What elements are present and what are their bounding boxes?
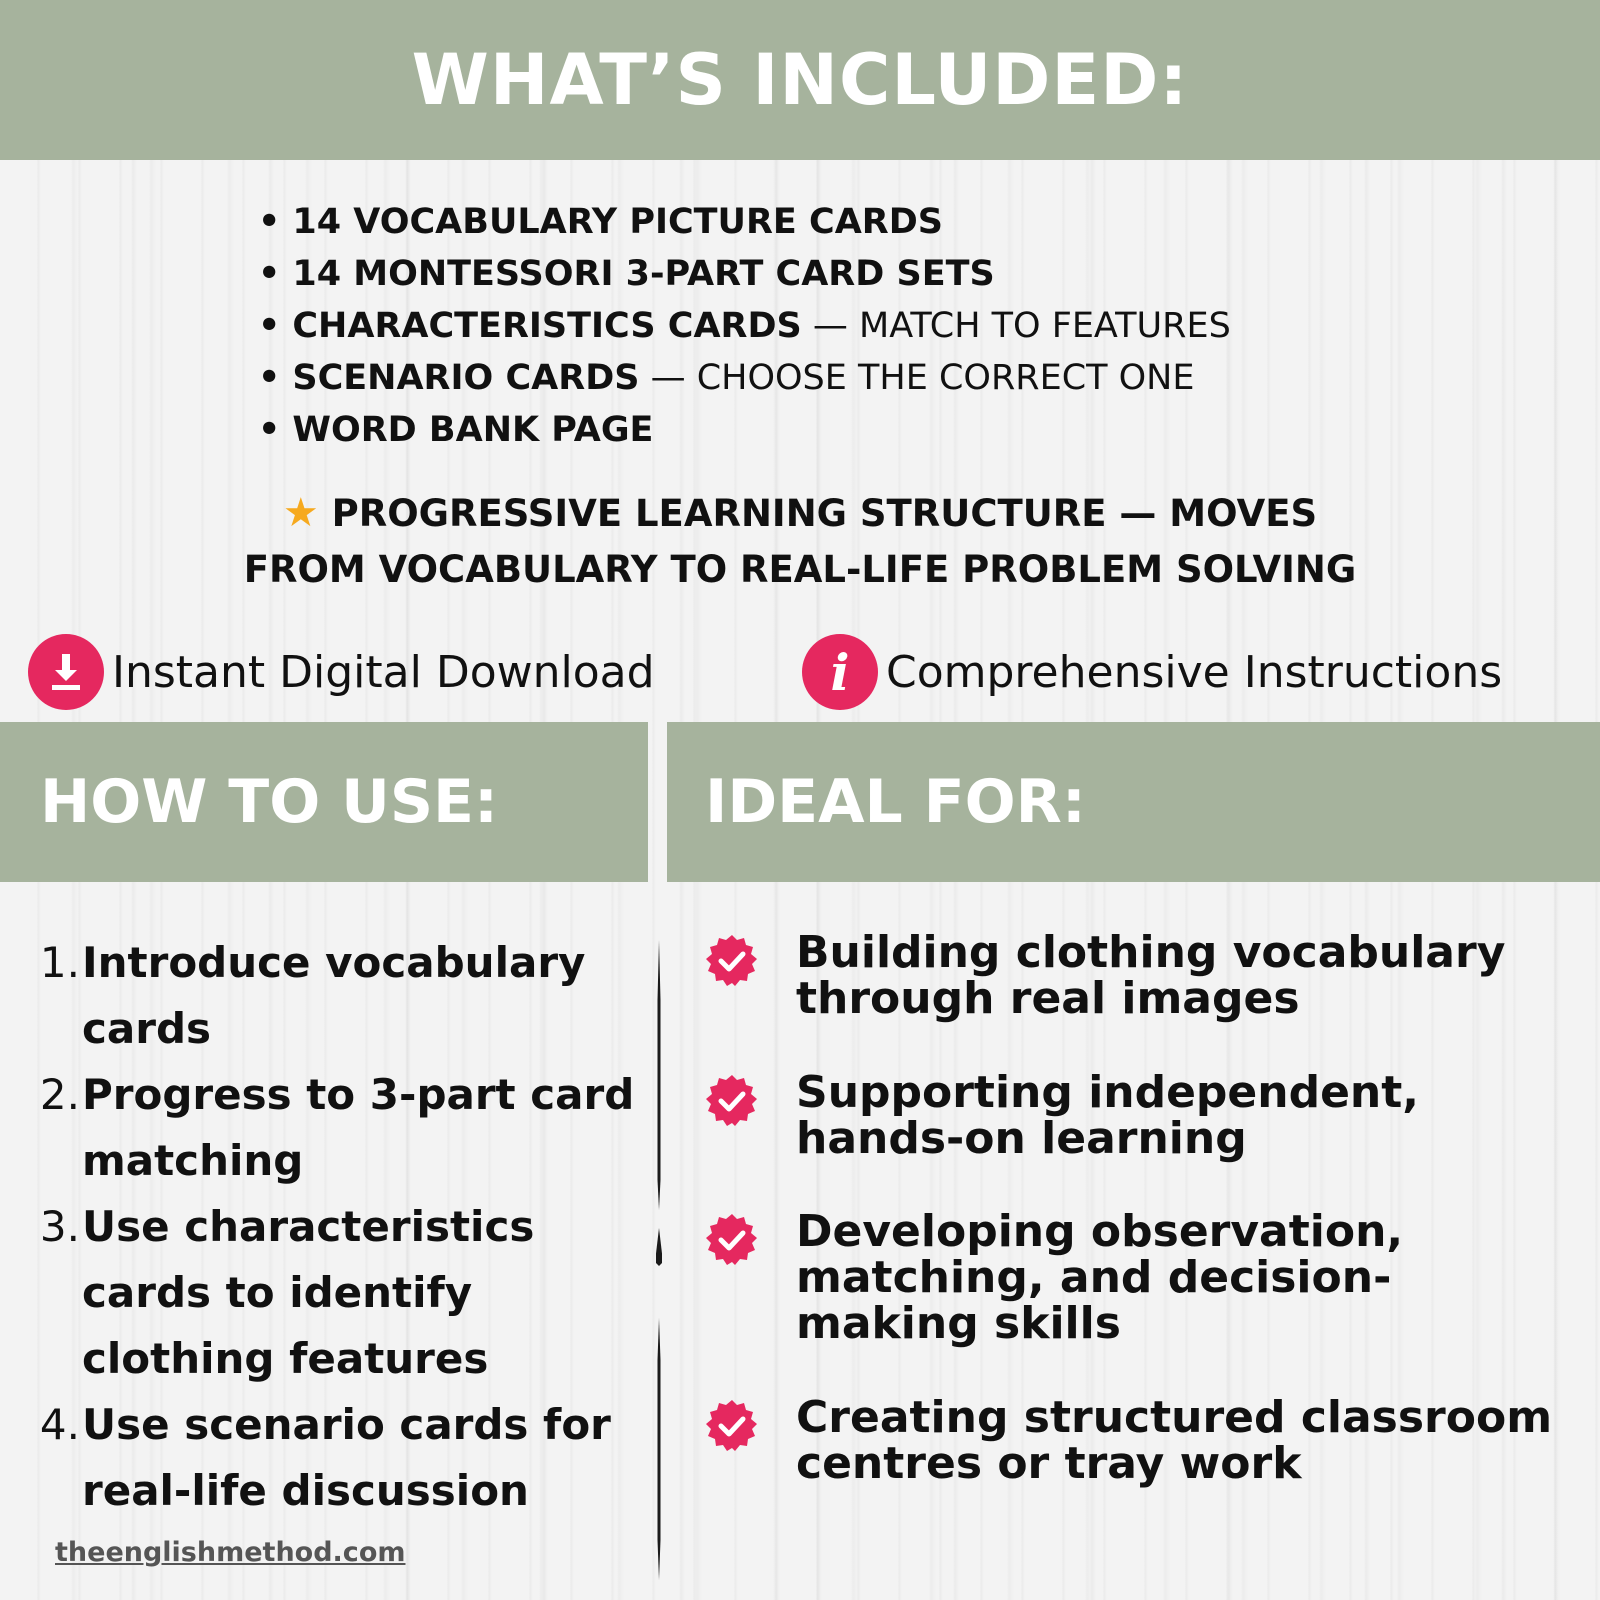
ideal-item: Building clothing vocabulary through real images — [705, 930, 1566, 1022]
list-item: 2. Progress to 3-part card matching — [39, 1070, 635, 1185]
website-link[interactable]: theenglishmethod.com — [55, 1537, 406, 1568]
list-item: • 14 MONTESSORI 3-PART CARD SETS — [258, 248, 1231, 300]
included-list — [258, 196, 1231, 456]
ideal-item: Developing observation, matching, and decision-making skills — [705, 1209, 1566, 1347]
check-badge-icon — [705, 1213, 759, 1267]
list-item: • 14 VOCABULARY PICTURE CARDS — [258, 196, 1231, 248]
ideal-item: Creating structured classroom centres or tray work — [705, 1395, 1566, 1487]
header-band — [0, 0, 1600, 160]
info-icon: i — [802, 634, 878, 710]
ideal-for-title: IDEAL FOR: — [705, 767, 1086, 837]
list-item: 4. Use scenario cards for real-life discussion — [39, 1400, 611, 1515]
feature-label: Instant Digital Download — [112, 646, 655, 698]
star-icon: ★ — [282, 490, 319, 536]
list-item: 1. Introduce vocabulary cards — [39, 938, 586, 1053]
ideal-for-band — [667, 722, 1600, 882]
list-item: 3. Use characteristics cards to identify clothing features — [39, 1202, 535, 1383]
check-badge-icon — [705, 1074, 759, 1128]
ideal-item: Supporting independent, hands-on learning — [705, 1070, 1566, 1162]
feature-instructions — [802, 634, 1502, 710]
check-badge-icon — [705, 934, 759, 988]
feature-label: Comprehensive Instructions — [886, 646, 1503, 698]
highlight-text: ★ PROGRESSIVE LEARNING STRUCTURE — MOVES FROM VOCABULARY TO REAL-LIFE PROBLEM SOLVING — [243, 490, 1357, 591]
vertical-divider — [656, 940, 662, 1580]
list-item: • SCENARIO CARDS — CHOOSE THE CORRECT ONE — [258, 352, 1231, 404]
check-badge-icon — [705, 1399, 759, 1453]
feature-download — [28, 634, 655, 710]
how-to-use-steps — [36, 930, 646, 1524]
page-title: WHAT’S INCLUDED: — [411, 39, 1189, 121]
how-to-use-title: HOW TO USE: — [40, 767, 499, 837]
how-to-use-band — [0, 722, 648, 882]
list-item: • WORD BANK PAGE — [258, 404, 1231, 456]
download-icon — [28, 634, 104, 710]
list-item: • CHARACTERISTICS CARDS — MATCH TO FEATURES — [258, 300, 1231, 352]
